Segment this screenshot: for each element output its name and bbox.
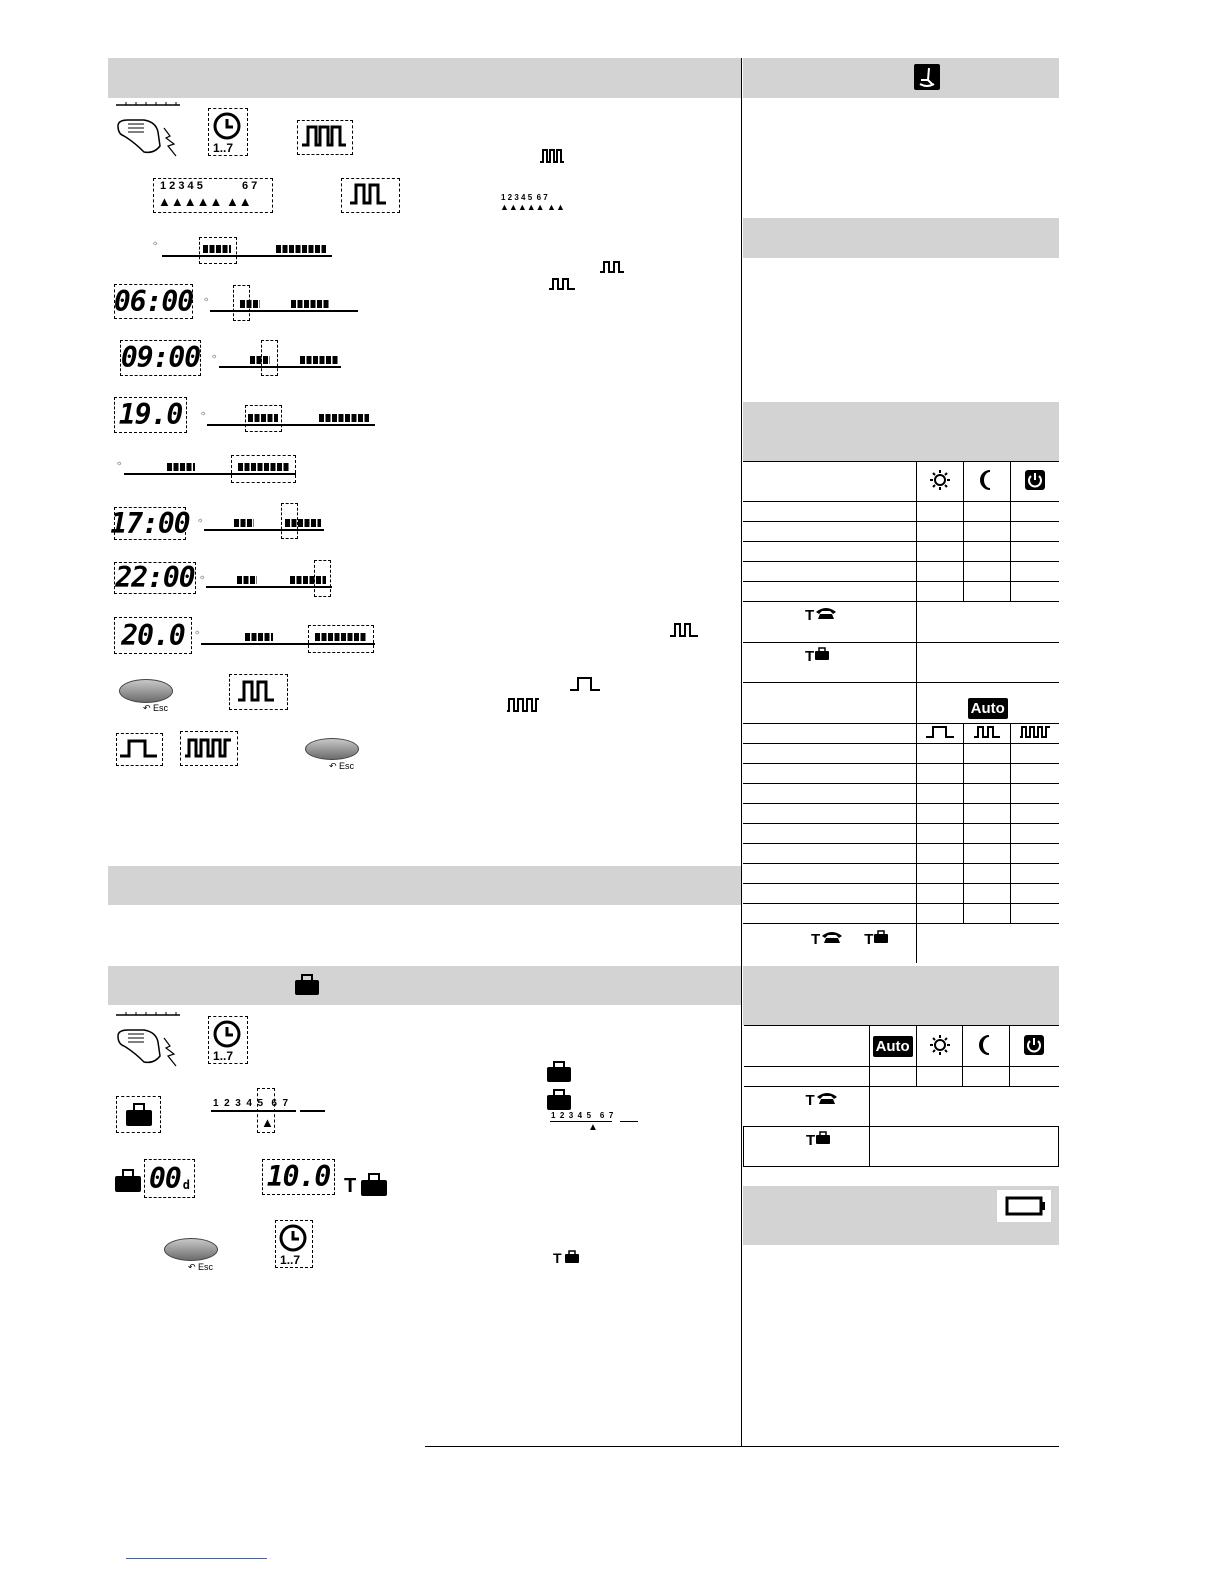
phone-icon (814, 606, 838, 620)
program-blocks (245, 633, 273, 641)
day-range-label: 1..7 (280, 1253, 301, 1267)
day-underline (300, 1110, 325, 1112)
weekday-labels: 1 2 3 4 5 (160, 180, 203, 192)
program-box-1 (297, 120, 353, 155)
power-icon (1023, 1034, 1045, 1056)
program-blocks (291, 300, 329, 308)
program-blocks (237, 576, 257, 584)
holiday-day-labels: 1 2 3 4 5 6 7 (213, 1098, 289, 1109)
section-header-right-2 (743, 218, 1059, 258)
small-day-labels: 1 2 3 4 5 6 7 (501, 193, 548, 202)
mode-table-2 (743, 1025, 1059, 1167)
section-header-battery (743, 1186, 1059, 1245)
program-3-icon (1019, 725, 1051, 739)
day-underline (211, 1110, 296, 1112)
hand-press-icon (114, 1012, 190, 1068)
program-icon (342, 179, 397, 210)
suitcase-icon (546, 1089, 572, 1111)
t-label: T (805, 648, 815, 665)
program-1-icon (925, 725, 955, 739)
section-header-programming (108, 58, 741, 98)
small-day-markers: ▲▲▲▲▲ ▲▲ (500, 202, 565, 212)
timeline-sun: ☼ (199, 574, 206, 581)
timeline-sun: ☼ (152, 240, 159, 247)
program-3-icon (181, 732, 235, 763)
section-header-right-3 (743, 402, 1059, 461)
day-markers: ▲▲▲▲▲ ▲▲ (158, 194, 252, 209)
t-label: T (811, 931, 821, 948)
program-icon (230, 675, 285, 707)
timeline (162, 255, 332, 257)
program-1-box (116, 733, 163, 766)
t-label: T (864, 931, 874, 948)
timeline-cursor (314, 560, 331, 597)
phone-icon (815, 1091, 839, 1105)
lcd-temp-1: 19.0 (114, 397, 187, 433)
lcd-time-1: 06:00 (113, 284, 194, 318)
program-blocks (167, 463, 195, 471)
lcd-holiday-temp: 10.0 (262, 1159, 335, 1195)
t-label: T (805, 1092, 815, 1109)
lcd-time-3: 17:00 (110, 506, 190, 540)
timeline-sun: ☼ (211, 353, 218, 360)
timeline (219, 366, 341, 368)
suitcase-icon (814, 647, 830, 661)
footer-rule (425, 1446, 1059, 1447)
program-icon (548, 277, 576, 291)
day-range-label: 1..7 (213, 141, 234, 155)
program-icon (298, 121, 350, 152)
suitcase-box (116, 1096, 161, 1133)
timeline-cursor (199, 237, 237, 264)
t-label: T (805, 607, 815, 624)
esc-button[interactable] (119, 679, 173, 703)
suitcase-icon (815, 1131, 831, 1145)
day-range-label: 1..7 (213, 1049, 234, 1063)
section-header-right-4 (743, 966, 1059, 1025)
t-label: T (344, 1175, 357, 1197)
timeline-sun: ☼ (203, 296, 210, 303)
day-marker: ▲ (261, 1115, 274, 1130)
chair-icon (914, 64, 940, 90)
days-unit: d (182, 1178, 189, 1192)
program-box-2 (341, 178, 400, 213)
esc-button[interactable] (164, 1238, 218, 1261)
power-icon (1024, 469, 1046, 491)
small-holiday-day-labels: 1 2 3 4 5 6 7 (551, 1111, 614, 1120)
timeline-cursor (308, 625, 374, 653)
program-3-box (180, 731, 238, 766)
section-header-holiday (108, 966, 741, 1005)
sun-icon (929, 1034, 951, 1056)
program-icon (669, 622, 699, 638)
program-blocks (234, 519, 254, 527)
suitcase-icon (360, 1173, 388, 1197)
auto-icon: Auto (968, 698, 1008, 719)
program-box-3 (229, 674, 288, 710)
auto-icon: Auto (873, 1036, 913, 1057)
timeline (207, 424, 375, 426)
program-2-icon (973, 725, 1001, 739)
hand-press-icon (114, 102, 190, 162)
timeline-sun: ☼ (194, 629, 201, 636)
lcd-temp-2: 20.0 (114, 617, 192, 654)
clock-day-box (275, 1220, 313, 1268)
suitcase-icon (546, 1061, 572, 1083)
phone-icon (820, 930, 844, 944)
timeline-cursor (233, 285, 250, 321)
program-blocks (276, 245, 326, 253)
timeline-cursor (261, 340, 278, 376)
timeline-cursor (281, 503, 298, 539)
suitcase-icon (114, 1169, 142, 1193)
suitcase-icon (564, 1250, 580, 1264)
program-icon (599, 260, 625, 274)
section-header-chair (743, 58, 1059, 98)
program-3-icon (506, 697, 540, 713)
section-header-middle (108, 866, 741, 905)
column-divider (741, 58, 742, 1446)
esc-label: ↶ Esc (188, 1262, 214, 1272)
clock-day-box (208, 1016, 248, 1064)
suitcase-icon (294, 974, 320, 996)
suitcase-icon (125, 1103, 153, 1127)
day-underline (620, 1121, 638, 1122)
moon-icon (976, 1034, 996, 1056)
timeline-cursor (245, 405, 282, 432)
t-label: T (806, 1132, 816, 1149)
lcd-time-2: 09:00 (120, 341, 201, 374)
timeline-sun: ☼ (200, 410, 207, 417)
program-1-icon (569, 676, 601, 692)
esc-label: ↶ Esc (143, 703, 169, 713)
lcd-holiday-days: 00 d (144, 1159, 195, 1198)
timeline-sun: ☼ (197, 517, 204, 524)
t-label: T (553, 1250, 562, 1266)
program-blocks (300, 356, 338, 364)
program-blocks (319, 414, 369, 422)
day-marker: ▲ (588, 1122, 598, 1133)
weekend-labels: 6 7 (242, 180, 258, 192)
battery-icon (1005, 1196, 1047, 1216)
timeline (204, 529, 324, 531)
day-select-box (153, 178, 273, 213)
footer-link-rule (126, 1558, 267, 1559)
day-underline (550, 1121, 612, 1122)
moon-icon (977, 469, 997, 491)
timeline-cursor (231, 455, 296, 483)
suitcase-icon (873, 930, 889, 944)
clock-day-box (208, 108, 248, 156)
program-1-icon (117, 734, 160, 763)
esc-label: ↶ Esc (329, 761, 355, 771)
program-icon (539, 148, 565, 164)
mode-table (743, 461, 1059, 963)
sun-icon (929, 469, 951, 491)
esc-button[interactable] (305, 738, 359, 760)
timeline-sun: ☼ (116, 460, 123, 467)
lcd-time-4: 22:00 (115, 561, 195, 594)
